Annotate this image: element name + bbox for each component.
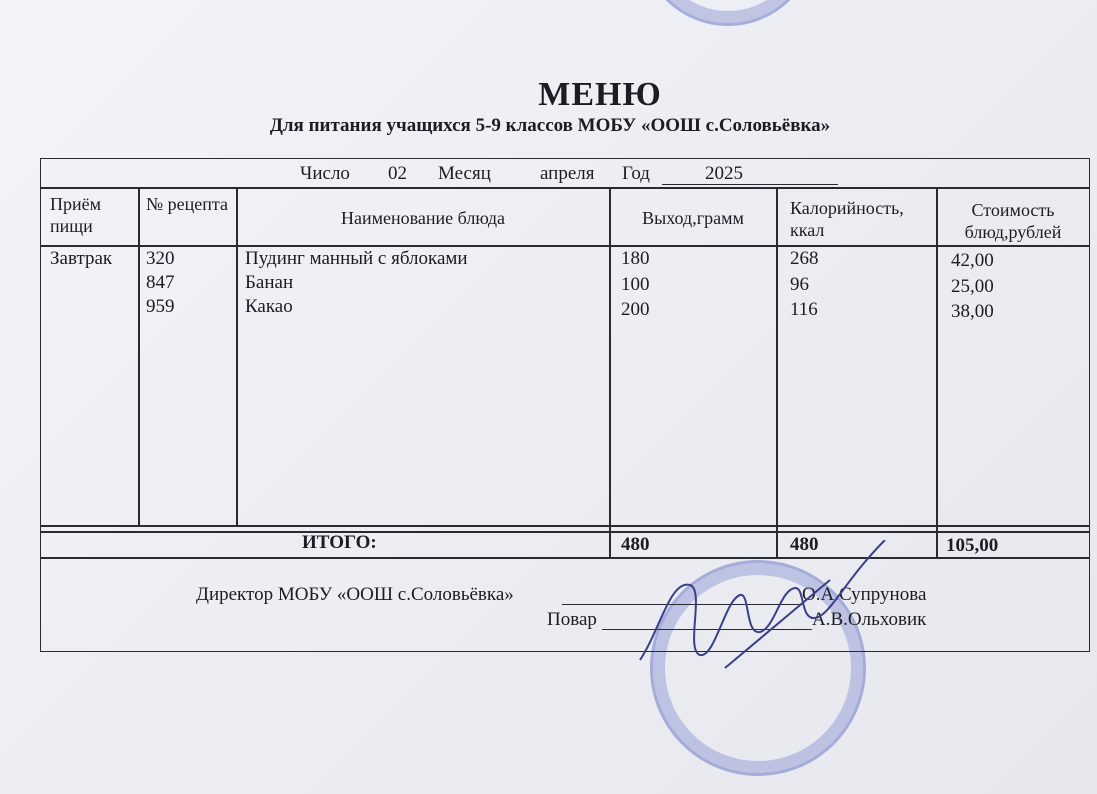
dish-name: Пудинг манный с яблоками <box>245 248 468 269</box>
col-divider-4 <box>776 187 778 557</box>
col-header-recipe: № рецепта <box>146 194 228 214</box>
total-weight: 480 <box>621 534 650 555</box>
director-name: О.А.Супрунова <box>802 584 927 605</box>
dish-cost: 25,00 <box>951 276 994 297</box>
divider-total-top <box>40 531 1090 533</box>
date-day: 02 <box>388 163 407 184</box>
meal-name: Завтрак <box>50 248 113 269</box>
date-year-underline <box>662 184 838 185</box>
dish-kcal: 96 <box>790 274 809 295</box>
col-header-weight: Выход,грамм <box>642 208 744 228</box>
date-year: 2025 <box>705 163 743 184</box>
col-divider-2 <box>236 187 238 527</box>
document-title: МЕНЮ <box>538 76 662 113</box>
dish-weight: 180 <box>621 248 650 269</box>
date-month: апреля <box>540 163 595 184</box>
dish-weight: 200 <box>621 299 650 320</box>
cook-name: А.В.Ольховик <box>812 609 927 630</box>
total-cost: 105,00 <box>946 535 999 556</box>
total-label: ИТОГО: <box>302 532 377 553</box>
date-day-label: Число <box>300 163 350 184</box>
col-header-cost: Стоимость блюд,рублей <box>964 200 1062 242</box>
dish-kcal: 268 <box>790 248 819 269</box>
date-month-label: Месяц <box>438 163 491 184</box>
dish-kcal: 116 <box>790 299 818 320</box>
dish-cost: 38,00 <box>951 301 994 322</box>
divider-date-row <box>40 187 1090 189</box>
col-header-meal: Приём пищи <box>50 194 102 236</box>
total-kcal: 480 <box>790 534 819 555</box>
handwritten-signature <box>630 540 900 680</box>
dish-cost: 42,00 <box>951 250 994 271</box>
dish-name: Какао <box>245 296 293 317</box>
recipe-number: 320 <box>146 248 175 269</box>
col-divider-1 <box>138 187 140 527</box>
col-header-dish: Наименование блюда <box>340 208 505 228</box>
recipe-number: 959 <box>146 296 175 317</box>
date-year-label: Год <box>622 163 650 184</box>
recipe-number: 847 <box>146 272 175 293</box>
cook-label: Повар <box>547 609 597 630</box>
dish-weight: 100 <box>621 274 650 295</box>
document-subtitle: Для питания учащихся 5-9 классов МОБУ «ООШ с.Соловьёвка» <box>269 115 831 136</box>
director-label: Директор МОБУ «ООШ с.Соловьёвка» <box>196 584 514 605</box>
col-divider-3 <box>609 187 611 557</box>
official-stamp-top <box>640 0 816 26</box>
col-header-kcal: Калорийность, ккал <box>790 198 904 240</box>
dish-name: Банан <box>245 272 294 293</box>
divider-body-end <box>40 525 1090 527</box>
divider-header-row <box>40 245 1090 247</box>
divider-total-bottom <box>40 557 1090 559</box>
